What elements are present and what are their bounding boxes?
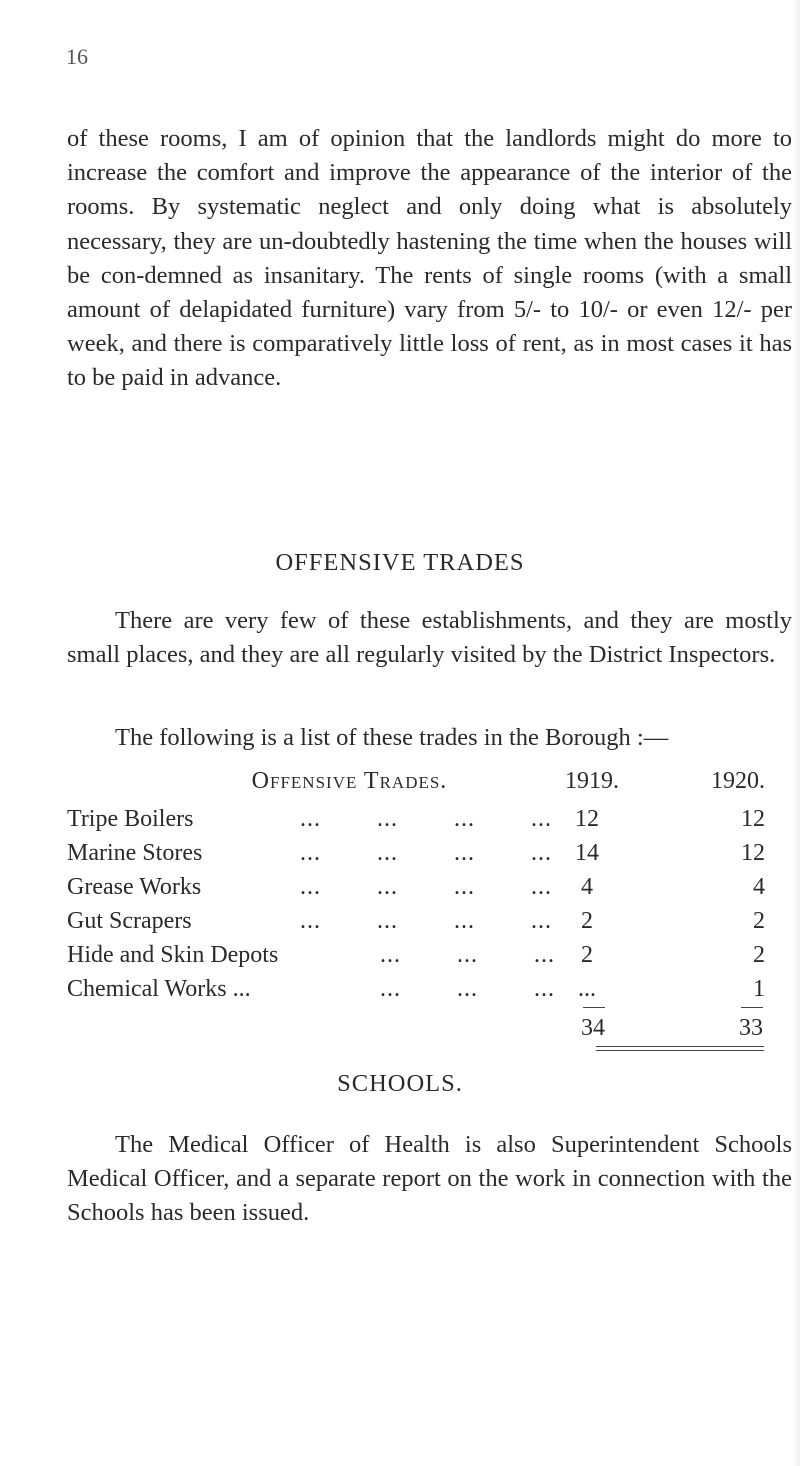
trade-name: Grease Works [67,874,202,900]
total-1920: 33 [739,1015,763,1041]
page-edge-shadow [792,0,800,1466]
offensive-trades-table [67,760,767,1050]
paragraph-offensive-trades: There are very few of these establishments, and they are mostly small places, and they are all regularly visited by the District Inspectors. [67,607,792,669]
value-1920: 12 [741,806,765,832]
trade-name: Gut Scrapers [67,908,192,934]
value-1920: 2 [753,942,765,968]
table-row [67,874,767,908]
value-1919: 2 [581,908,593,934]
table-header-1919: 1919. [565,768,619,794]
dot-leader: ... ... ... ... [300,806,552,832]
trade-name: Tripe Boilers [67,806,194,832]
table-row [67,840,767,874]
table-header-1920: 1920. [711,768,765,794]
page-number: 16 [66,44,88,69]
dot-leader: ... ... ... ... [300,840,552,866]
paragraph-rooms: of these rooms, I am of opinion that the landlords might do more to increase the comfort and improve the appearance of the interior of the rooms. By systematic neglect and only doing what is absolutely necessary, they are un-doubtedly hastening the time when the houses will be con-demned as insanitary. The rents of single rooms (with a small amount of delapidated furniture) vary from 5/- to 10/- or even 12/- per week, and there is comparatively little loss of rent, as in most cases it has to be paid in advance. [67,125,792,392]
table-row [67,976,767,1010]
total-rule-upper [596,1046,764,1047]
value-1920: 1 [753,976,765,1002]
trade-name: Hide and Skin Depots [67,942,279,968]
table-row [67,942,767,976]
value-1919: 12 [575,806,599,832]
heading-schools: SCHOOLS. [337,1070,463,1097]
value-1920: 4 [753,874,765,900]
table-row [67,806,767,840]
value-1919: 4 [581,874,593,900]
list-intro: The following is a list of these trades in the Borough :— [115,724,669,751]
subtotal-rule-1919 [583,1007,605,1008]
value-1920: 2 [753,908,765,934]
paragraph-schools: The Medical Officer of Health is also Superintendent Schools Medical Officer, and a separate report on the work in connection with the Schools has been issued. [67,1131,792,1227]
value-1919: 2 [581,942,593,968]
total-1919: 34 [581,1015,605,1041]
heading-offensive-trades: OFFENSIVE TRADES [275,549,525,576]
trade-name: Chemical Works ... [67,976,251,1002]
dot-leader: ... ... ... ... [300,874,552,900]
dot-leader: ... ... ... [380,942,555,968]
subtotal-rule-1920 [741,1007,763,1008]
trade-name: Marine Stores [67,840,203,866]
value-1919: 14 [575,840,599,866]
table-header-trades: Offensive Trades. [251,768,448,794]
table-row [67,908,767,942]
dot-leader: ... ... ... [380,976,555,1002]
total-rule-lower [596,1050,764,1051]
value-1920: 12 [741,840,765,866]
dot-leader: ... ... ... ... [300,908,552,934]
value-1919: ... [578,976,596,1002]
